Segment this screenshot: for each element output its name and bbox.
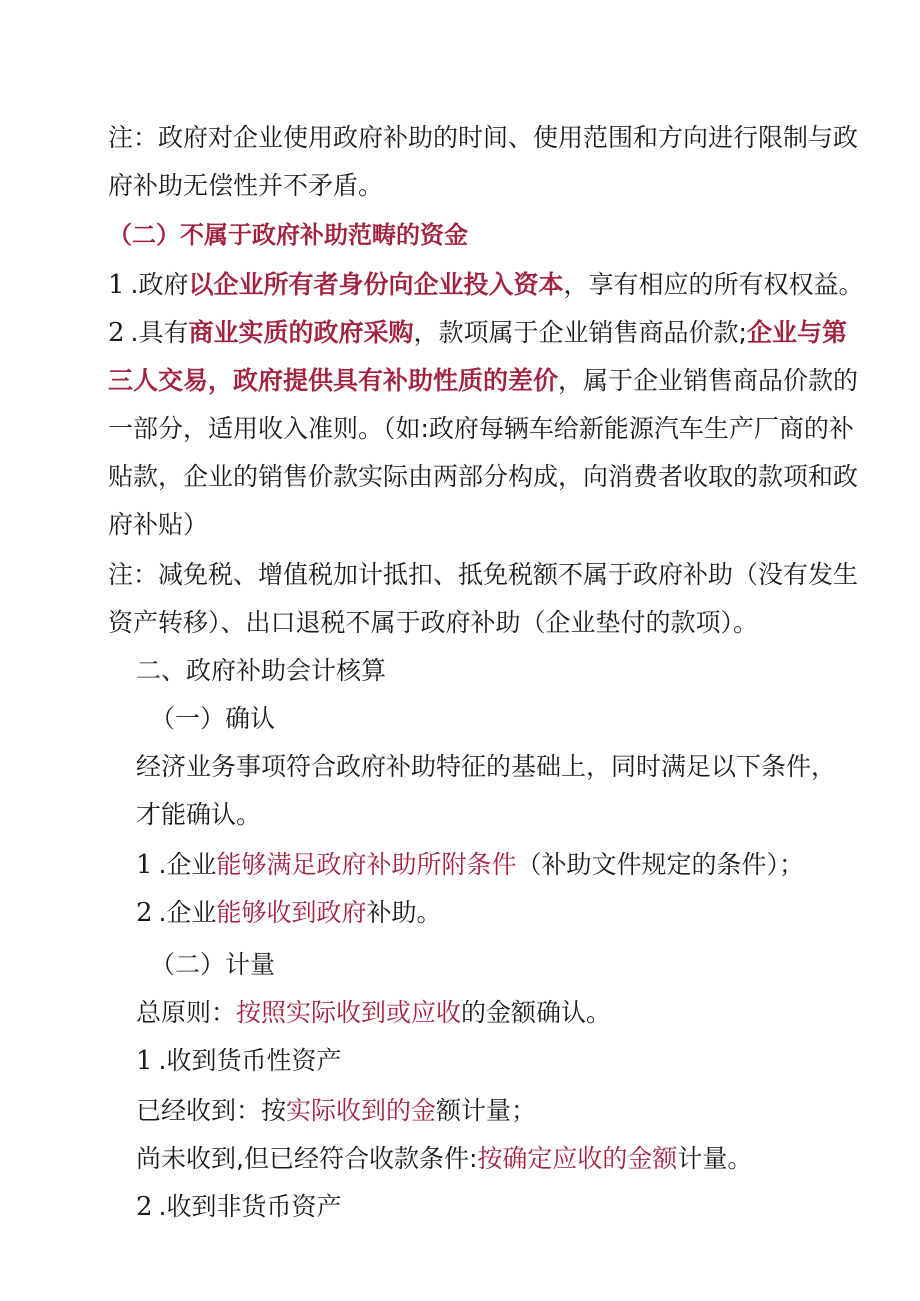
item1-bold: 以企业所有者身份向企业投入资本: [188, 270, 564, 299]
measure-principle: [136, 996, 611, 1030]
item2-pre: .具有: [130, 318, 189, 347]
item2-line4: 贴款，企业的销售价款实际由两部分构成，向消费者收取的款项和政: [108, 462, 859, 491]
item1: [108, 268, 864, 302]
notyet-highlight: 按确定应收的金额: [477, 1144, 678, 1173]
condition1-pre: .企业: [158, 850, 217, 879]
confirm-condition-1: [136, 848, 804, 882]
confirm-text1: 经济业务事项符合政府补助特征的基础上，同时满足以下条件，: [136, 752, 837, 781]
notyet-pre: 尚未收到,但已经符合收款条件:: [136, 1144, 478, 1173]
condition1-number: 1: [136, 850, 153, 880]
principle-pre: 总原则：: [136, 998, 237, 1027]
confirm-heading: （一）确认: [150, 704, 276, 733]
item2-post: ，属于企业销售商品价款的: [558, 366, 859, 395]
item2-mid: ，款项属于企业销售商品价款;: [413, 318, 747, 347]
confirm-condition-2: [136, 896, 442, 930]
condition2-post: 补助。: [366, 898, 442, 927]
part2-heading: 二、政府补助会计核算: [136, 656, 387, 685]
item1-pre: .政府: [130, 270, 189, 299]
condition2-number: 2: [136, 898, 153, 928]
note2-line2: 资产转移）、出口退税不属于政府补助（企业垫付的款项）。: [108, 608, 759, 637]
item2-bold2b: 三人交易，政府提供具有补助性质的差价: [108, 366, 559, 395]
note1-line2: 府补助无偿性并不矛盾。: [108, 171, 384, 200]
measure1-text: .收到货币性资产: [158, 1046, 342, 1075]
measure-item-1: [136, 1044, 342, 1078]
condition1-post: （补助文件规定的条件）；: [516, 850, 805, 879]
notyet-post: 计量。: [677, 1144, 753, 1173]
note2-line1: 注：减免税、增值税加计抵扣、抵免税额不属于政府补助（没有发生: [108, 560, 859, 589]
item2-line5: 府补贴）: [108, 510, 209, 539]
measure-not-yet-received: [136, 1142, 752, 1176]
measure-received: [136, 1094, 536, 1128]
principle-highlight: 按照实际收到或应收: [236, 998, 462, 1027]
item2-line1: [108, 316, 847, 350]
item2-line3: 一部分，适用收入准则。（如:政府每辆车给新能源汽车生产厂商的补: [108, 414, 854, 443]
received-post: 额计量；: [436, 1096, 537, 1125]
condition2-highlight: 能够收到政府: [216, 898, 367, 927]
item1-post: ，享有相应的所有权权益。: [563, 270, 864, 299]
item2-number: 2: [108, 318, 125, 348]
item2-bold1: 商业实质的政府采购: [188, 318, 414, 347]
confirm-text2: 才能确认。: [136, 800, 262, 829]
measure-heading: （二）计量: [150, 950, 276, 979]
item1-number: 1: [108, 270, 125, 300]
condition2-pre: .企业: [158, 898, 217, 927]
received-highlight: 实际收到的金: [286, 1096, 437, 1125]
measure1-number: 1: [136, 1046, 153, 1076]
section-b-heading: （二）不属于政府补助范畴的资金: [108, 221, 468, 249]
measure2-text: .收到非货币资产: [158, 1192, 342, 1221]
item2-line2: [108, 364, 858, 398]
principle-post: 的金额确认。: [461, 998, 612, 1027]
note1-line1: 注：政府对企业使用政府补助的时间、使用范围和方向进行限制与政: [108, 123, 859, 152]
item2-bold2a: 企业与第: [746, 318, 847, 347]
condition1-highlight: 能够满足政府补助所附条件: [216, 850, 517, 879]
measure2-number: 2: [136, 1192, 153, 1222]
received-pre: 已经收到：按: [136, 1096, 287, 1125]
measure-item-2: [136, 1190, 342, 1224]
